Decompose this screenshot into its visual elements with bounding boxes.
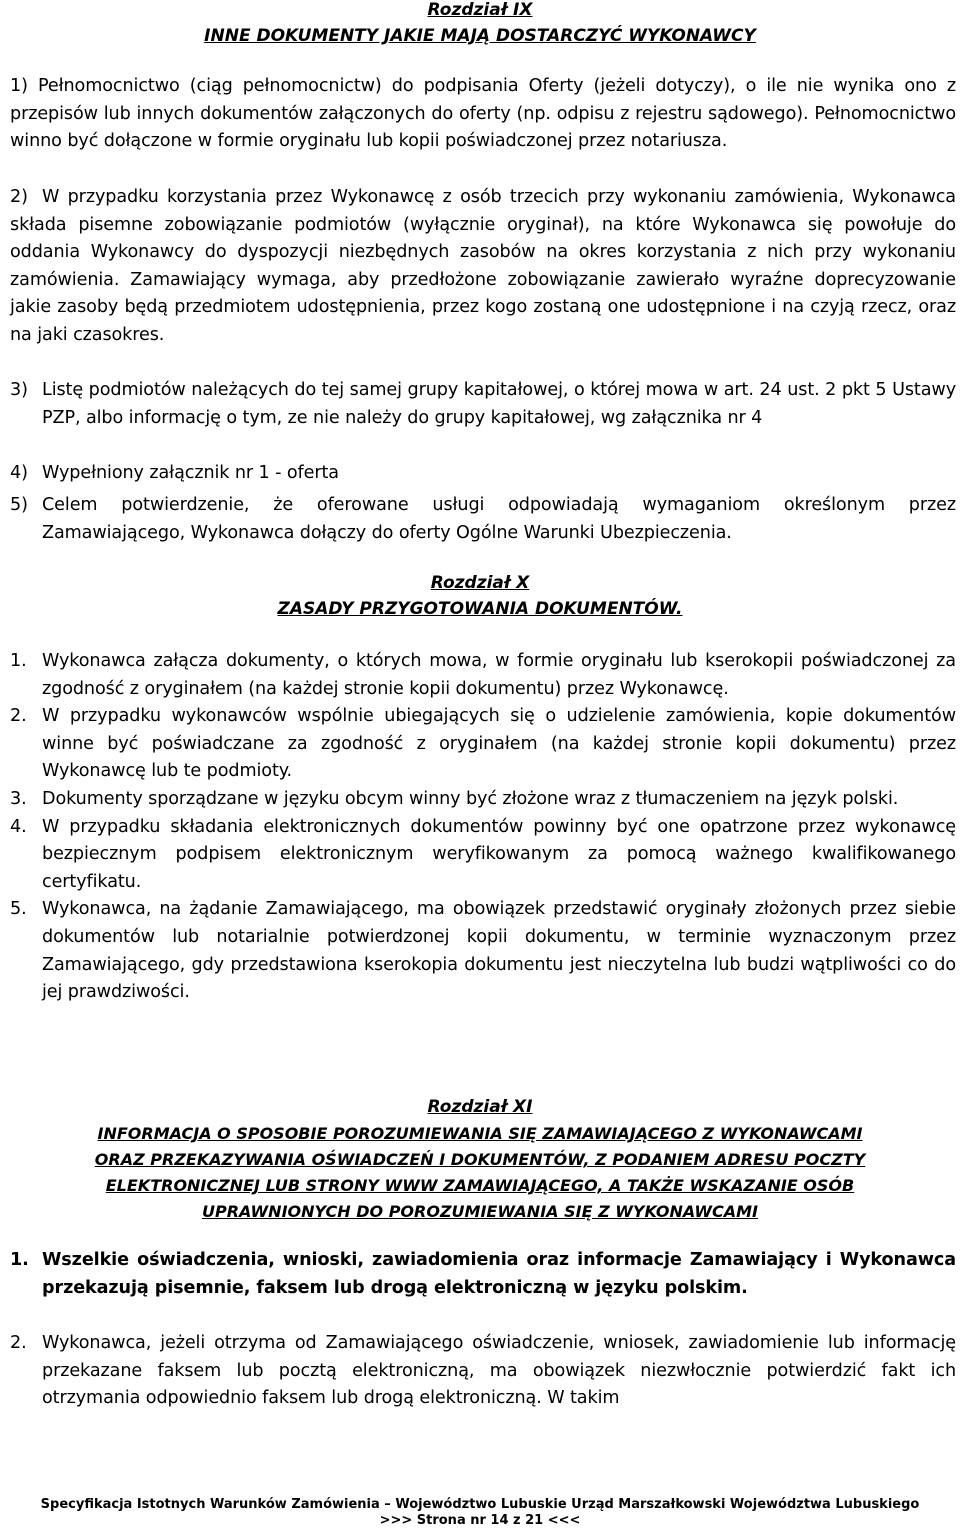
chapter-11-heading <box>0 1094 960 1225</box>
list-item-number: 4) <box>10 463 28 483</box>
list-item-text: Wykonawca załącza dokumenty, o których mowa, w formie oryginału lub kserokopii poświadczonej za zgodność z oryginałem (na każdej stronie kopii dokumentu) przez Wykonawcę. <box>42 651 956 699</box>
chapter-10-heading <box>0 570 960 622</box>
list-item <box>10 814 956 897</box>
list-item-number: 4. <box>10 816 27 837</box>
footer-title: Specyfikacja Istotnych Warunków Zamówienia – Województwo Lubuskie Urząd Marszałkowski Województwa Lubuskiego <box>40 1497 920 1512</box>
list-item-text: Wykonawca, jeżeli otrzyma od Zamawiającego oświadczenie, wniosek, zawiadomienie lub informację przekazane faksem lub pocztą elektroniczną, ma obowiązek niezwłocznie potwierdzić fakt ich otrzymania odpowiednio faksem lub drogą elektroniczną. W takim <box>42 1333 956 1409</box>
list-item-text: Wszelkie oświadczenia, wnioski, zawiadomienia oraz informacje Zamawiający i Wykonawca przekazują pisemnie, faksem lub drogą elektroniczną w języku polskim. <box>42 1250 956 1298</box>
list-item-number: 3. <box>10 788 27 809</box>
chapter-9-list <box>10 73 956 156</box>
list-item-number: 2) <box>10 187 28 207</box>
list-item-number: 1. <box>10 651 27 671</box>
chapter-9-list-item-3 <box>10 377 956 432</box>
chapter-11-subtitle-line: UPRAWNIONYCH DO POROZUMIEWANIA SIĘ Z WYKONAWCAMI <box>201 1202 758 1221</box>
list-item <box>10 648 956 703</box>
chapter-9-list-item-5 <box>10 492 956 547</box>
list-item-text: W przypadku korzystania przez Wykonawcę z osób trzecich przy wykonaniu zamówienia, Wykonawca składa pisemne zobowiązanie podmiotów (wyłącznie oryginał), na które Wykonawca się powołuje do oddania Wykonawcy do dyspozycji niezbędnych zasobów na okres korzystania z nich przy wykonaniu zamówienia. Zamawiający wymaga, aby przedłożone zobowiązanie zawierało wyraźne doprecyzowanie jakie zasoby będą przedmiotem udostępnienia, przez kogo zostaną one udostępnione i na czyją rzecz, oraz na jaki czasokres. <box>10 187 956 345</box>
chapter-11-title: Rozdział XI <box>427 1097 533 1117</box>
list-item <box>10 1330 956 1413</box>
list-item-text: Wykonawca, na żądanie Zamawiającego, ma obowiązek przedstawić oryginały złożonych przez siebie dokumentów lub notarialnie potwierdzonej kopii dokumentu, w terminie wyznaczonym przez Zamawiającego, gdy przedstawiona kserokopia dokumentu jest nieczytelna lub budzi wątpliwości co do jej prawdziwości. <box>42 899 956 1003</box>
chapter-9-title: Rozdział IX <box>427 0 533 20</box>
list-item-text: Celem potwierdzenie, że oferowane usługi odpowiadają wymaganiom określonym przez Zamawiającego, Wykonawca dołączy do oferty Ogólne Warunki Ubezpieczenia. <box>42 495 956 543</box>
list-item-text: Dokumenty sporządzane w języku obcym winny być złożone wraz z tłumaczeniem na język polski. <box>42 788 899 809</box>
list-item-text: W przypadku składania elektronicznych dokumentów powinny być one opatrzone przez wykonawcę bezpiecznym podpisem elektronicznym weryfikowanym za pomocą ważnego kwalifikowanego certyfikatu. <box>42 816 956 892</box>
list-item <box>10 492 956 547</box>
list-item <box>10 73 956 156</box>
list-item-number: 3) <box>10 380 28 400</box>
chapter-10-title: Rozdział X <box>430 573 530 593</box>
list-item <box>10 377 956 432</box>
list-item <box>10 460 956 488</box>
list-item-number: 5. <box>10 899 27 920</box>
page-footer <box>0 1497 960 1529</box>
chapter-10-list <box>10 648 956 1007</box>
list-item-number: 1) <box>10 76 28 96</box>
list-item <box>10 786 956 814</box>
chapter-9-list-item-2 <box>10 184 956 350</box>
list-item-text: Listę podmiotów należących do tej samej grupy kapitałowej, o której mowa w art. 24 ust. 2 pkt 5 Ustawy PZP, albo informację o tym, ze nie należy do grupy kapitałowej, wg załącznika nr 4 <box>42 380 956 428</box>
chapter-11-list-item-2 <box>10 1330 956 1413</box>
list-item-number: 5) <box>10 495 28 515</box>
chapter-10-subtitle: ZASADY PRZYGOTOWANIA DOKUMENTÓW. <box>277 599 683 619</box>
chapter-11-subtitle-line: ORAZ PRZEKAZYWANIA OŚWIADCZEŃ I DOKUMENTÓW, Z PODANIEM ADRESU POCZTY <box>94 1150 866 1169</box>
list-item-text: W przypadku wykonawców wspólnie ubiegających się o udzielenie zamówienia, kopie dokumentów winne być poświadczane za zgodność z oryginałem (na każdej stronie kopii dokumentu) przez Wykonawcę lub te podmioty. <box>42 706 956 782</box>
list-item <box>10 1247 956 1302</box>
list-item-number: 1. <box>10 1250 29 1270</box>
chapter-11-subtitle-line: ELEKTRONICZNEJ LUB STRONY WWW ZAMAWIAJĄCEGO, A TAKŻE WSKAZANIE OSÓB <box>105 1176 855 1195</box>
list-item <box>10 896 956 1006</box>
chapter-11-list-item-1 <box>10 1247 956 1302</box>
chapter-9-list-item-4 <box>10 460 956 488</box>
chapter-11-subtitle-line: INFORMACJA O SPOSOBIE POROZUMIEWANIA SIĘ ZAMAWIAJĄCEGO Z WYKONAWCAMI <box>97 1124 863 1143</box>
list-item <box>10 184 956 350</box>
list-item-number: 2. <box>10 1333 27 1353</box>
list-item <box>10 703 956 786</box>
chapter-9-heading <box>0 0 960 49</box>
list-item-text: Wypełniony załącznik nr 1 - oferta <box>42 463 339 483</box>
list-item-number: 2. <box>10 706 27 727</box>
list-item-text: Pełnomocnictwo (ciąg pełnomocnictw) do podpisania Oferty (jeżeli dotyczy), o ile nie wynika ono z przepisów lub innych dokumentów załączonych do oferty (np. odpisu z rejestru sądowego). Pełnomocnictwo winno być dołączone w formie oryginału lub kopii poświadczonej przez notariusza. <box>10 76 956 152</box>
chapter-9-subtitle: INNE DOKUMENTY JAKIE MAJĄ DOSTARCZYĆ WYKONAWCY <box>204 26 756 46</box>
page-number: >>> Strona nr 14 z 21 <<< <box>379 1513 581 1528</box>
